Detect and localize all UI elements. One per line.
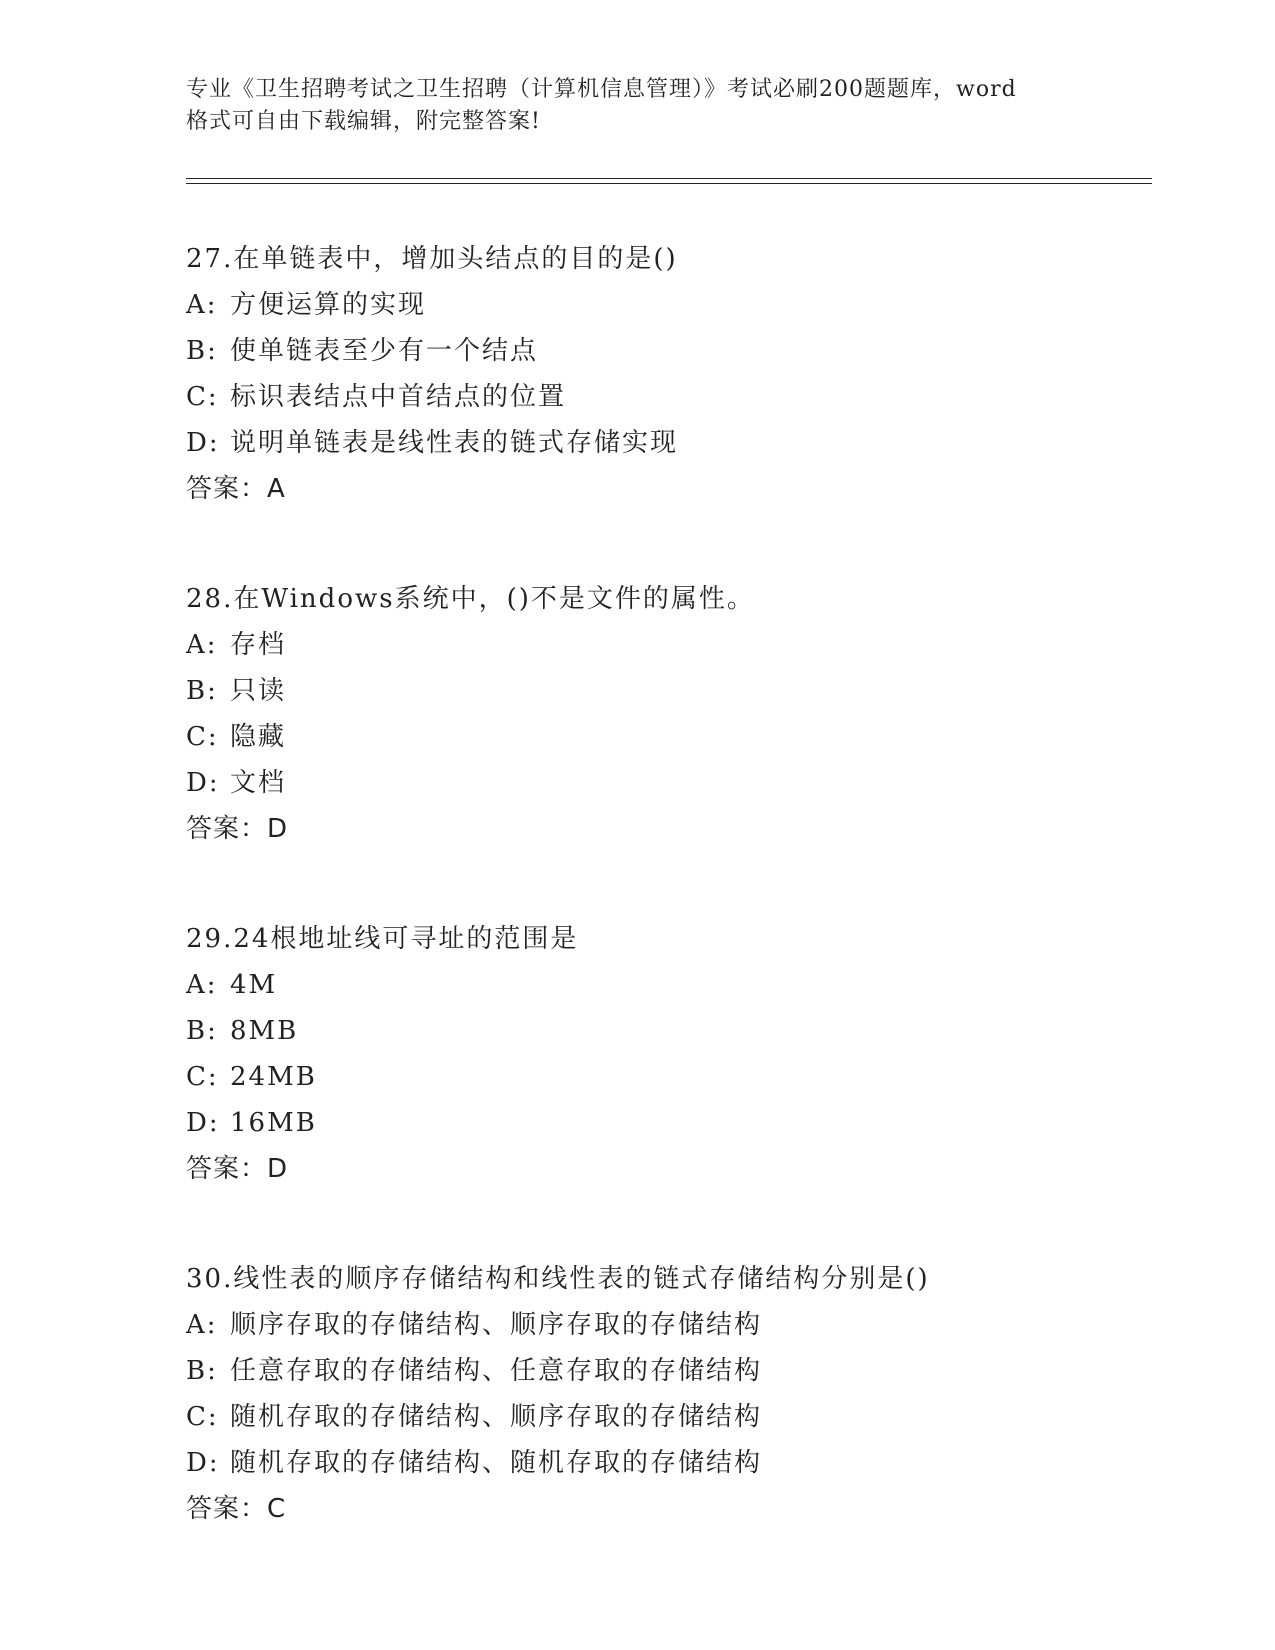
option-key: D:: [186, 428, 220, 458]
option-d: [186, 1100, 1146, 1146]
option-d: [186, 420, 1146, 466]
option-text: 只读: [230, 676, 287, 706]
answer-line: 答案：D: [186, 814, 289, 844]
option-key: C:: [186, 382, 219, 412]
document-header: [186, 74, 1086, 138]
option-a: [186, 1302, 1146, 1348]
question-block: [186, 236, 1146, 512]
option-key: D:: [186, 1108, 220, 1138]
option-text: 24MB: [230, 1062, 317, 1092]
header-line-1: 专业《卫生招聘考试之卫生招聘（计算机信息管理）》考试必刷200题题库，word: [186, 77, 1017, 102]
option-d: [186, 1440, 1146, 1486]
header-divider-bottom: [186, 183, 1152, 184]
option-key: D:: [186, 768, 220, 798]
question-stem: 29.24根地址线可寻址的范围是: [186, 924, 579, 954]
option-text: 使单链表至少有一个结点: [230, 336, 539, 366]
option-a: [186, 962, 1146, 1008]
option-key: A:: [186, 290, 218, 320]
option-text: 说明单链表是线性表的链式存储实现: [230, 428, 679, 458]
option-b: [186, 328, 1146, 374]
option-key: C:: [186, 722, 219, 752]
answer-line: 答案：A: [186, 474, 286, 504]
option-key: C:: [186, 1402, 219, 1432]
option-c: [186, 1054, 1146, 1100]
option-text: 16MB: [230, 1108, 317, 1138]
question-block: [186, 576, 1146, 852]
option-key: A:: [186, 630, 218, 660]
header-line-2: 格式可自由下载编辑，附完整答案!: [186, 109, 541, 134]
option-b: [186, 1348, 1146, 1394]
question-block: [186, 916, 1146, 1192]
option-text: 随机存取的存储结构、随机存取的存储结构: [230, 1448, 763, 1478]
option-d: [186, 760, 1146, 806]
option-text: 任意存取的存储结构、任意存取的存储结构: [230, 1356, 763, 1386]
option-b: [186, 668, 1146, 714]
option-text: 存档: [230, 630, 287, 660]
option-key: B:: [186, 676, 218, 706]
option-a: [186, 282, 1146, 328]
option-key: B:: [186, 336, 218, 366]
option-text: 4M: [230, 970, 278, 1000]
option-text: 顺序存取的存储结构、顺序存取的存储结构: [230, 1310, 763, 1340]
question-block: [186, 1256, 1146, 1532]
option-c: [186, 714, 1146, 760]
question-stem: 27.在单链表中，增加头结点的目的是(): [186, 244, 678, 274]
option-key: B:: [186, 1016, 218, 1046]
option-key: D:: [186, 1448, 220, 1478]
option-key: B:: [186, 1356, 218, 1386]
answer-line: 答案：D: [186, 1154, 289, 1184]
option-c: [186, 374, 1146, 420]
question-list: [186, 236, 1146, 1596]
option-text: 文档: [230, 768, 287, 798]
option-text: 方便运算的实现: [230, 290, 427, 320]
option-text: 标识表结点中首结点的位置: [230, 382, 567, 412]
question-stem: 30.线性表的顺序存储结构和线性表的链式存储结构分别是(): [186, 1264, 930, 1294]
option-c: [186, 1394, 1146, 1440]
option-key: A:: [186, 1310, 218, 1340]
option-text: 随机存取的存储结构、顺序存取的存储结构: [230, 1402, 763, 1432]
option-text: 隐藏: [230, 722, 287, 752]
header-divider-top: [186, 178, 1152, 179]
option-text: 8MB: [230, 1016, 299, 1046]
option-key: C:: [186, 1062, 219, 1092]
option-b: [186, 1008, 1146, 1054]
question-stem: 28.在Windows系统中，()不是文件的属性。: [186, 584, 755, 614]
option-a: [186, 622, 1146, 668]
option-key: A:: [186, 970, 218, 1000]
answer-line: 答案：C: [186, 1494, 287, 1524]
